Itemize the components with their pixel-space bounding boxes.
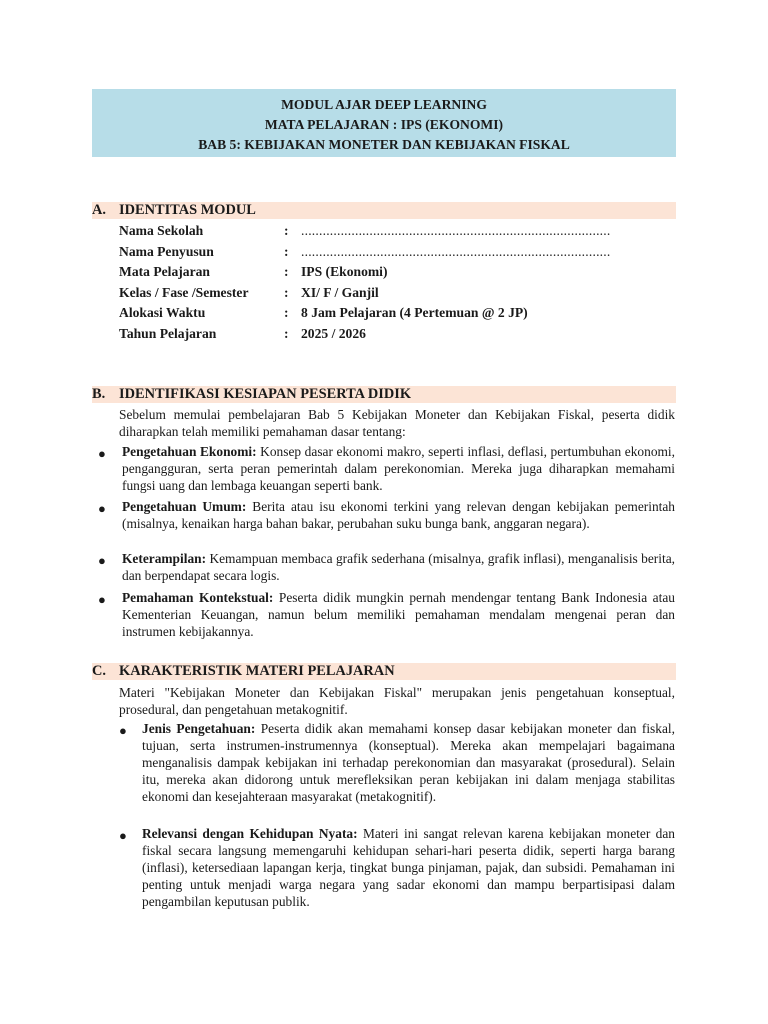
identity-label: Kelas / Fase /Semester: [119, 284, 249, 300]
section-b-letter: B.: [92, 386, 106, 402]
identity-label: Tahun Pelajaran: [119, 325, 217, 341]
section-b-heading: [92, 386, 676, 403]
identity-colon: :: [284, 264, 289, 279]
list-item: [122, 589, 675, 640]
section-a-title: IDENTITAS MODUL: [119, 202, 256, 218]
identity-row: [119, 283, 679, 304]
section-c-letter: C.: [92, 663, 106, 679]
identity-table: [119, 221, 679, 344]
list-item-term: Pemahaman Kontekstual:: [122, 590, 274, 605]
identity-colon: :: [284, 305, 289, 320]
section-c-intro: Materi "Kebijakan Moneter dan Kebijakan Fiskal" merupakan jenis pengetahuan konseptual, prosedural, dan pengetahuan metakognitif.: [119, 685, 675, 717]
identity-row: [119, 262, 679, 283]
list-item-term: Pengetahuan Ekonomi:: [122, 444, 257, 459]
bullet-dot: ●: [98, 446, 106, 461]
identity-label: Nama Sekolah: [119, 223, 204, 238]
list-item-text: Materi ini sangat relevan karena kebijakan moneter dan fiskal secara langsung memengaruhi kehidupan sehari-hari peserta didik, seperti harga barang (inflasi), ketersediaan lapangan kerja, tingkat bunga pinjaman, pajak, dan subsidi. Pemahaman ini penting untuk menjadi warga negara yang sadar ekonomi dan mampu berpartisipasi dalam pengambilan keputusan publik.: [142, 826, 675, 909]
list-item-term: Keterampilan:: [122, 551, 207, 566]
list-item-term: Relevansi dengan Kehidupan Nyata:: [142, 826, 358, 841]
title-line-1: MODUL AJAR DEEP LEARNING: [281, 97, 487, 112]
identity-row: [119, 221, 679, 242]
identity-value: IPS (Ekonomi): [301, 264, 388, 279]
section-b-title: IDENTIFIKASI KESIAPAN PESERTA DIDIK: [119, 386, 412, 402]
identity-row: [119, 303, 679, 324]
identity-label: Mata Pelajaran: [119, 264, 210, 279]
list-item: [142, 825, 675, 910]
identity-colon: :: [284, 284, 289, 300]
identity-value: ......................................................................................: [301, 223, 611, 238]
bullet-dot: ●: [119, 723, 127, 738]
list-item: [122, 550, 675, 584]
bullet-dot: ●: [98, 592, 106, 607]
list-item-text: Berita atau isu ekonomi terkini yang relevan dengan kebijakan pemerintah (misalnya, kenaikan harga bahan bakar, perubahan suku bunga bank, anggaran negara).: [122, 499, 675, 531]
section-c-title: KARAKTERISTIK MATERI PELAJARAN: [119, 663, 395, 679]
section-a-letter: A.: [92, 202, 106, 218]
section-a-heading: [92, 202, 676, 219]
identity-value: 8 Jam Pelajaran (4 Pertemuan @ 2 JP): [301, 305, 528, 320]
bullet-dot: ●: [119, 828, 127, 843]
title-box: [92, 89, 676, 157]
list-item-term: Pengetahuan Umum:: [122, 499, 247, 514]
identity-colon: :: [284, 243, 289, 259]
identity-value: ......................................................................................: [301, 243, 611, 259]
list-item-text: Konsep dasar ekonomi makro, seperti inflasi, deflasi, pertumbuhan ekonomi, pengangguran, serta peran pemerintah dalam perekonomian. Mereka juga diharapkan memahami fungsi uang dan lembaga keuangan seperti bank.: [122, 444, 675, 493]
identity-label: Alokasi Waktu: [119, 305, 206, 320]
list-item: [122, 498, 675, 532]
identity-value: XI/ F / Ganjil: [301, 284, 379, 300]
list-item: [142, 720, 675, 805]
section-b-intro: Sebelum memulai pembelajaran Bab 5 Kebijakan Moneter dan Kebijakan Fiskal, peserta didik diharapkan telah memiliki pemahaman dasar tentang:: [119, 407, 675, 439]
identity-row: [119, 242, 679, 263]
list-item-text: Kemampuan membaca grafik sederhana (misalnya, grafik inflasi), menganalisis berita, dan berpendapat secara logis.: [122, 551, 675, 583]
list-item-text: Peserta didik mungkin pernah mendengar tentang Bank Indonesia atau Kementerian Keuangan, namun belum memiliki pemahaman mendalam mengenai peran dan instrumen kebijakannya.: [122, 590, 675, 639]
identity-label: Nama Penyusun: [119, 243, 214, 259]
bullet-dot: ●: [98, 553, 106, 568]
section-c-heading: [92, 663, 676, 680]
bullet-dot: ●: [98, 501, 106, 516]
identity-colon: :: [284, 325, 289, 341]
title-line-3: BAB 5: KEBIJAKAN MONETER DAN KEBIJAKAN FISKAL: [198, 137, 570, 152]
identity-value: 2025 / 2026: [301, 325, 366, 341]
identity-row: [119, 324, 679, 345]
identity-colon: :: [284, 223, 289, 238]
title-line-2: MATA PELAJARAN : IPS (EKONOMI): [264, 117, 504, 132]
list-item-text: Peserta didik akan memahami konsep dasar kebijakan moneter dan fiskal, tujuan, serta instrumen-instrumennya (konseptual). Mereka akan mempelajari bagaimana menganalisis dampak kebijakan ini terhadap perekonomian dan masyarakat (prosedural). Selain itu, mereka akan didorong untuk merefleksikan peran kebijakan ini dalam menjaga stabilitas ekonomi dan kesejahteraan masyarakat (metakognitif).: [142, 721, 675, 804]
list-item: [122, 443, 675, 494]
list-item-term: Jenis Pengetahuan:: [142, 721, 256, 736]
